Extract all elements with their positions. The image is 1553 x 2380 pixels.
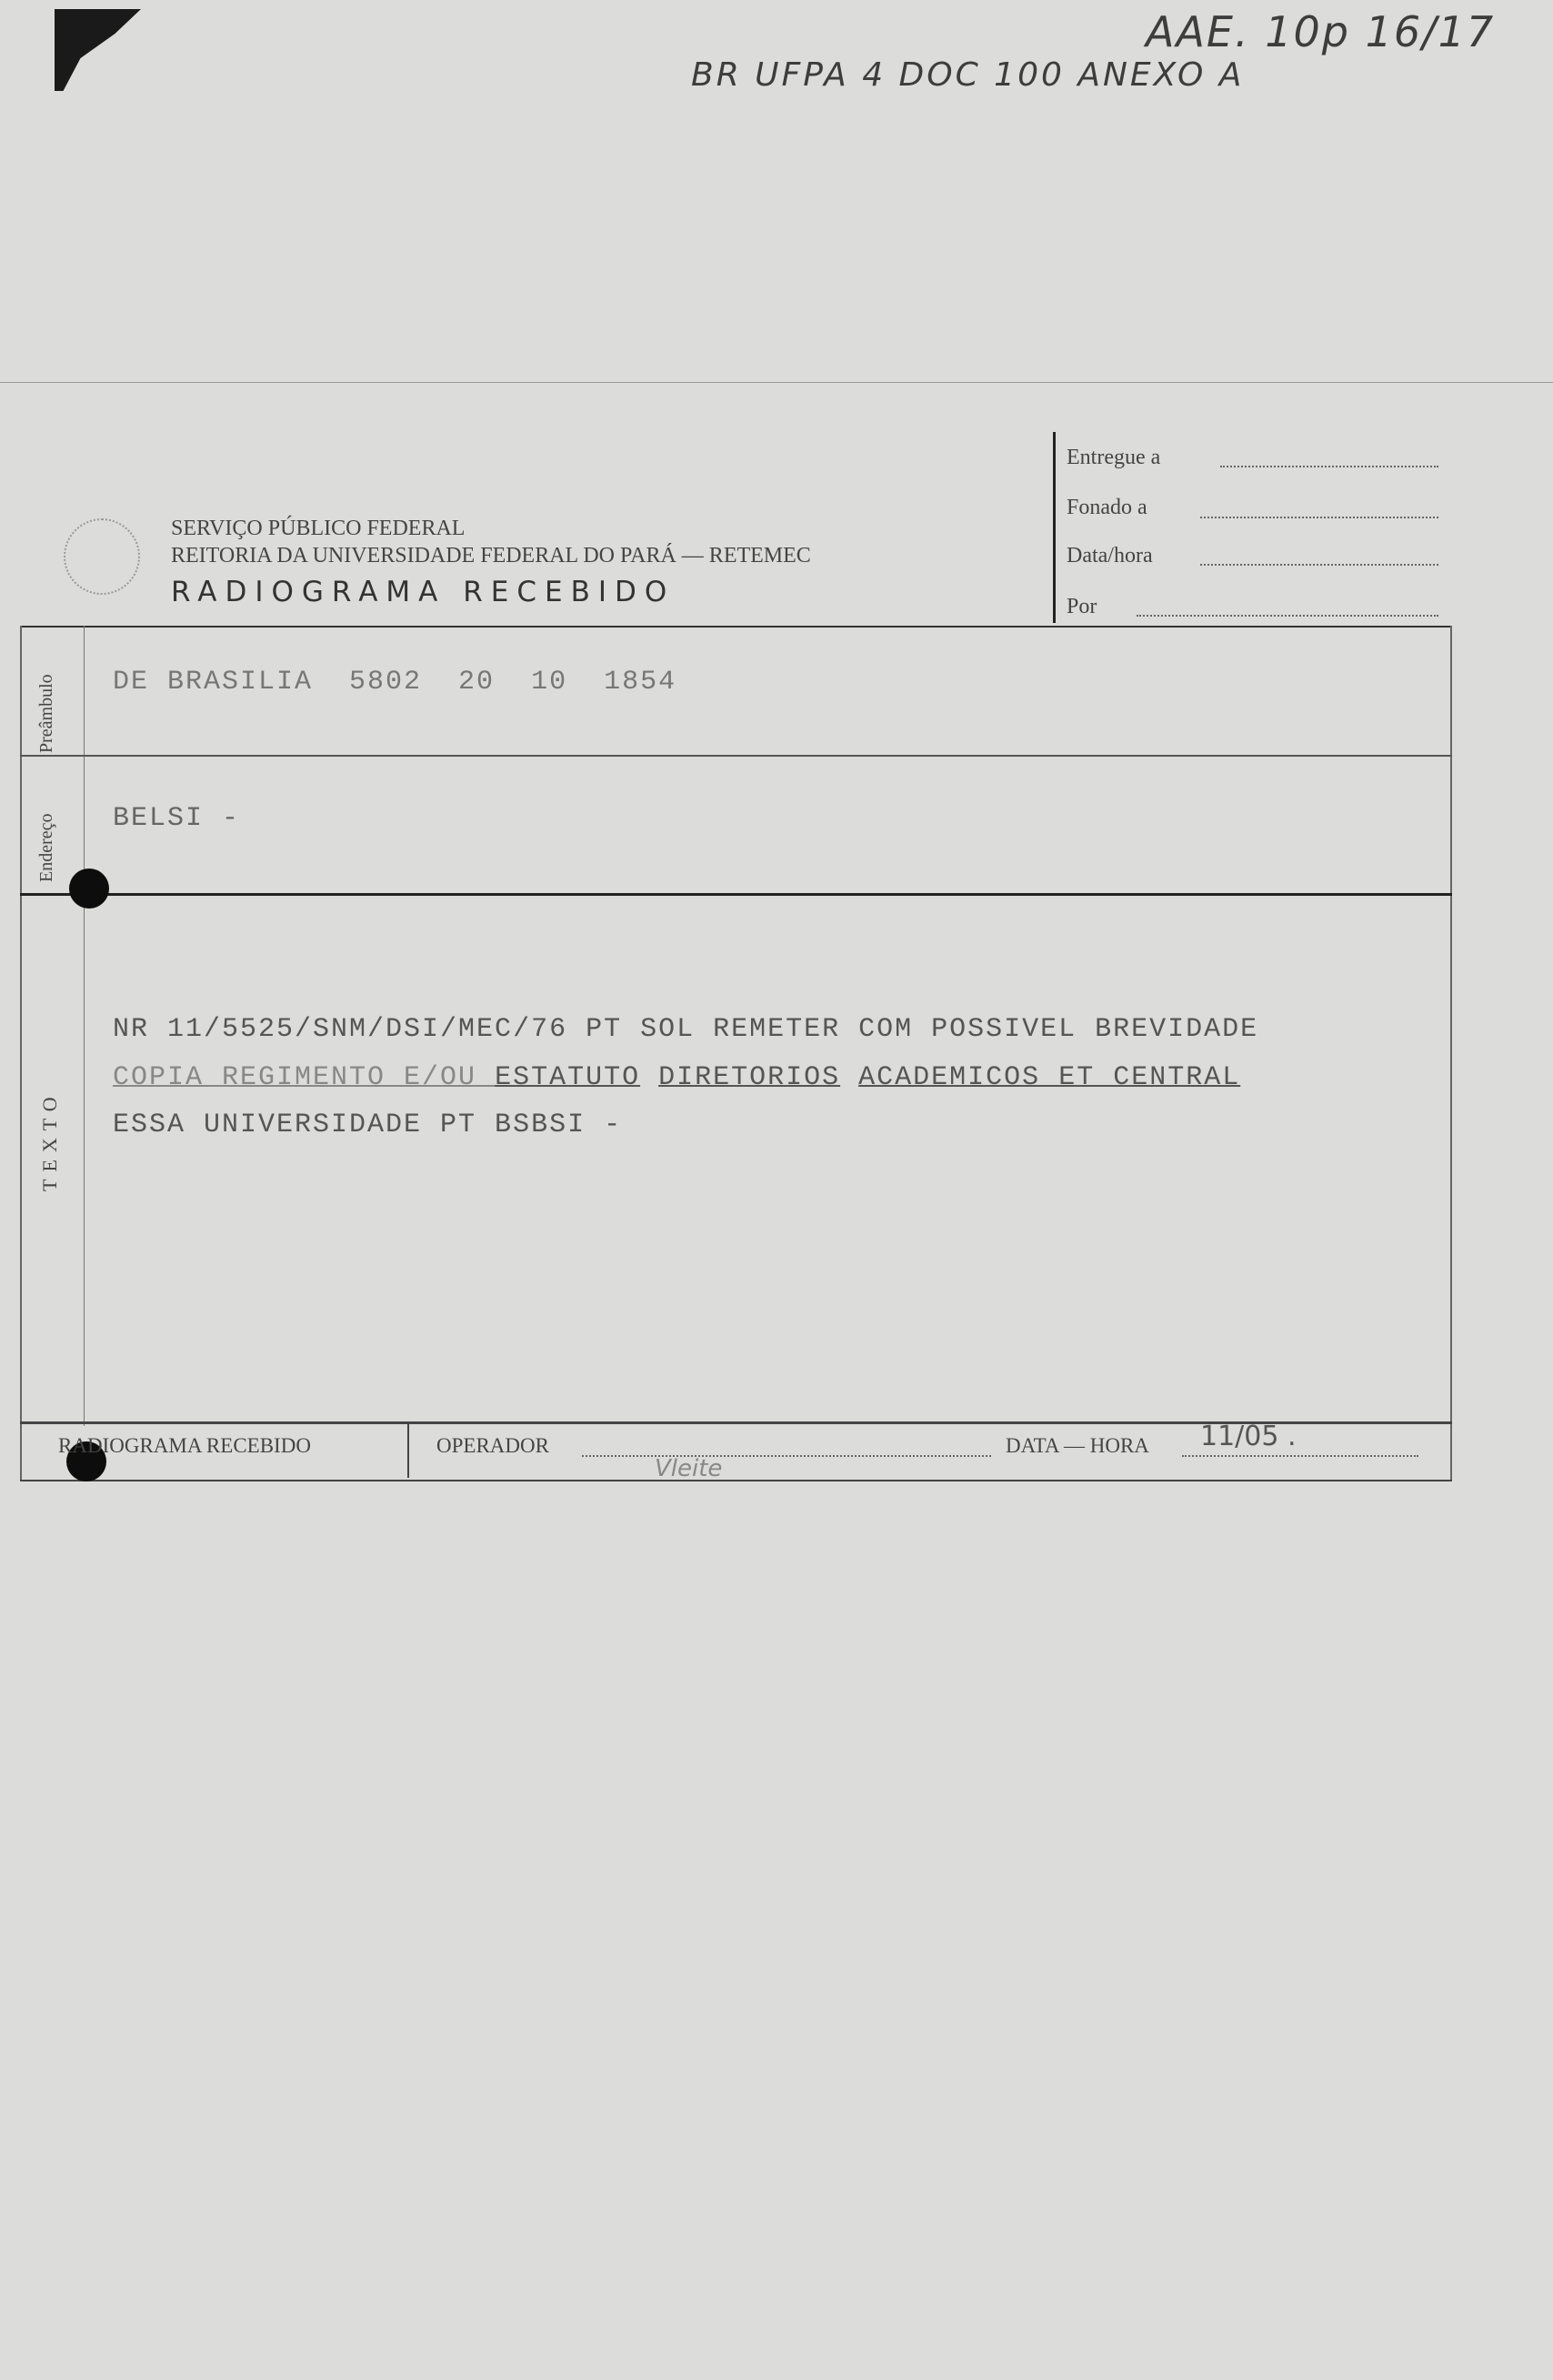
delivery-datetime-label: Data/hora — [1067, 544, 1153, 567]
delivered-by-label: Por — [1067, 595, 1097, 618]
message-text-line-1: NR 11/5525/SNM/DSI/MEC/76 PT SOL REMETER COM POSSIVEL BREVIDADE — [113, 1014, 1259, 1045]
footer-operator-label: OPERADOR — [436, 1434, 549, 1457]
footer-datetime-label: DATA — HORA — [1006, 1434, 1149, 1457]
text-line-2-part-c — [640, 1062, 658, 1093]
footer-bottom-rule — [20, 1480, 1452, 1481]
preamble-text: DE BRASILIA 5802 20 10 1854 — [113, 667, 677, 698]
section-label-column-rule — [84, 626, 85, 1426]
coat-of-arms-emblem — [64, 518, 140, 595]
section-label-address: Endereço — [36, 813, 56, 882]
form-top-edge — [0, 382, 1553, 383]
form-title: RADIOGRAMA RECEBIDO — [171, 576, 676, 608]
footer-divider — [407, 1423, 409, 1478]
handwritten-reference-top: AAE. 10p 16/17 — [1146, 7, 1496, 56]
preamble-rule — [20, 755, 1452, 757]
footer-datetime-field — [1182, 1455, 1418, 1457]
address-rule — [20, 893, 1452, 896]
header-rectorate-line: REITORIA DA UNIVERSIDADE FEDERAL DO PARÁ — RETEMEC — [171, 544, 811, 567]
address-text: BELSI - — [113, 803, 241, 834]
handwritten-archive-code: BR UFPA 4 DOC 100 ANEXO A — [691, 56, 1245, 94]
text-line-2-part-e — [840, 1062, 858, 1093]
punch-hole-upper — [69, 869, 109, 909]
section-label-text: TEXTO — [38, 1090, 61, 1191]
text-line-2-part-b: ESTATUTO — [495, 1062, 641, 1093]
text-line-2-part-f: ACADEMICOS ET CENTRAL — [858, 1062, 1241, 1093]
delivered-by-field — [1137, 615, 1438, 617]
message-text-line-2 — [113, 1062, 1240, 1093]
phoned-to-field — [1200, 517, 1438, 518]
text-line-2-part-d: DIRETORIOS — [658, 1062, 841, 1093]
header-service-line: SERVIÇO PÚBLICO FEDERAL — [171, 517, 466, 540]
footer-received-label: RADIOGRAMA RECEBIDO — [58, 1434, 311, 1457]
form-left-border — [20, 626, 22, 1481]
footer-operator-signature: Vleite — [655, 1455, 723, 1482]
delivered-to-label: Entregue a — [1067, 446, 1161, 469]
footer-operator-field — [582, 1455, 991, 1457]
delivered-to-field — [1220, 466, 1438, 467]
corner-mark — [55, 9, 141, 91]
text-line-2-part-a: COPIA REGIMENTO E/OU — [113, 1062, 496, 1093]
phoned-to-label: Fonado a — [1067, 496, 1147, 519]
section-label-preamble: Preâmbulo — [36, 674, 56, 753]
delivery-block-divider — [1053, 432, 1056, 623]
form-header-rule — [20, 626, 1452, 628]
form-right-border — [1450, 626, 1452, 1481]
delivery-datetime-field — [1200, 564, 1438, 566]
footer-datetime-value: 11/05 . — [1200, 1421, 1297, 1452]
message-text-line-3: ESSA UNIVERSIDADE PT BSBSI - — [113, 1110, 623, 1140]
